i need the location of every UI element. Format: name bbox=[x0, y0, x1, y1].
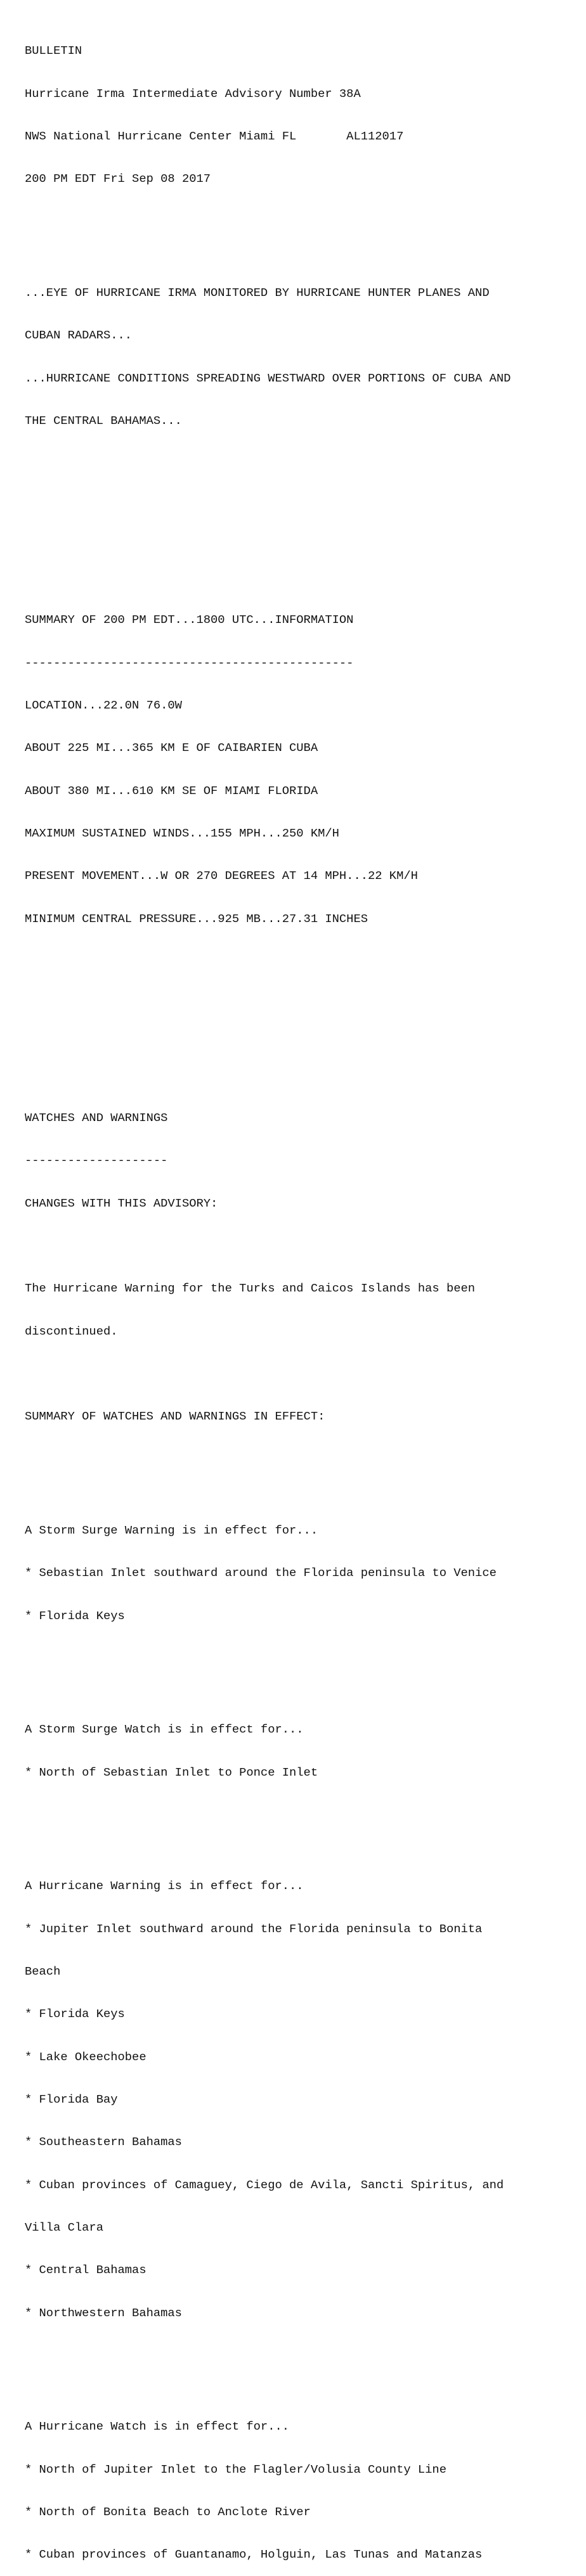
list-item: * Northwestern Bahamas bbox=[25, 2305, 182, 2320]
central-pressure: MINIMUM CENTRAL PRESSURE...925 MB...27.31 INCHES bbox=[25, 911, 368, 926]
blank-line bbox=[25, 499, 583, 513]
storm-distance: ABOUT 380 MI...610 KM SE OF MIAMI FLORIDA bbox=[25, 783, 318, 798]
list-item: * Sebastian Inlet southward around the Florida peninsula to Venice bbox=[25, 1566, 497, 1580]
list-item: * North of Bonita Beach to Anclote River bbox=[25, 2504, 311, 2519]
advisory-bulletin bbox=[25, 1, 583, 2576]
watches-rule: -------------------- bbox=[25, 1153, 168, 1168]
storm-location: LOCATION...22.0N 76.0W bbox=[25, 698, 182, 712]
list-item: * North of Sebastian Inlet to Ponce Inlet bbox=[25, 1765, 318, 1779]
summary-rule: ---------------------------------------------- bbox=[25, 655, 354, 670]
storm-surge-watch-intro: A Storm Surge Watch is in effect for... bbox=[25, 1722, 304, 1737]
changes-heading: CHANGES WITH THIS ADVISORY: bbox=[25, 1196, 218, 1210]
watches-heading: WATCHES AND WARNINGS bbox=[25, 1110, 168, 1125]
headline-line: ...HURRICANE CONDITIONS SPREADING WESTWARD OVER PORTIONS OF CUBA AND bbox=[25, 371, 511, 385]
hurricane-warning-intro: A Hurricane Warning is in effect for... bbox=[25, 1879, 304, 1894]
storm-distance: ABOUT 225 MI...365 KM E OF CAIBARIEN CUBA bbox=[25, 741, 318, 755]
list-item: * Lake Okeechobee bbox=[25, 2049, 146, 2064]
blank-line bbox=[25, 1651, 583, 1665]
bulletin-type: BULLETIN bbox=[25, 44, 82, 58]
blank-line bbox=[25, 1040, 583, 1054]
blank-line bbox=[25, 1239, 583, 1253]
headline-line: CUBAN RADARS... bbox=[25, 328, 133, 343]
list-item: * North of Jupiter Inlet to the Flagler/Volusia County Line bbox=[25, 2462, 446, 2477]
blank-line bbox=[25, 954, 583, 968]
storm-movement: PRESENT MOVEMENT...W OR 270 DEGREES AT 14 MPH...22 KM/H bbox=[25, 869, 418, 883]
headline-line: THE CENTRAL BAHAMAS... bbox=[25, 414, 182, 428]
issue-time: 200 PM EDT Fri Sep 08 2017 bbox=[25, 172, 211, 186]
blank-line bbox=[25, 1808, 583, 1822]
blank-line bbox=[25, 2349, 583, 2362]
blank-line bbox=[25, 215, 583, 229]
watches-summary-heading: SUMMARY OF WATCHES AND WARNINGS IN EFFECT: bbox=[25, 1409, 325, 1424]
list-item: * Southeastern Bahamas bbox=[25, 2135, 182, 2150]
changes-text: discontinued. bbox=[25, 1324, 118, 1338]
max-winds: MAXIMUM SUSTAINED WINDS...155 MPH...250 KM/H bbox=[25, 826, 339, 841]
blank-line bbox=[25, 1452, 583, 1466]
blank-line bbox=[25, 542, 583, 556]
list-item: * Florida Keys bbox=[25, 2007, 125, 2022]
blank-line bbox=[25, 456, 583, 470]
list-item: * Jupiter Inlet southward around the Florida peninsula to Bonita bbox=[25, 1921, 483, 1936]
storm-surge-warning-intro: A Storm Surge Warning is in effect for... bbox=[25, 1523, 318, 1537]
changes-text: The Hurricane Warning for the Turks and Caicos Islands has been bbox=[25, 1281, 476, 1296]
hurricane-watch-intro: A Hurricane Watch is in effect for... bbox=[25, 2419, 290, 2434]
advisory-title: Hurricane Irma Intermediate Advisory Number 38A bbox=[25, 86, 361, 101]
list-item: * Florida Keys bbox=[25, 1608, 125, 1623]
list-item: Villa Clara bbox=[25, 2220, 103, 2234]
list-item: * Cuban provinces of Guantanamo, Holguin, Las Tunas and Matanzas bbox=[25, 2547, 483, 2562]
list-item: * Cuban provinces of Camaguey, Ciego de Avila, Sancti Spiritus, and bbox=[25, 2177, 504, 2192]
list-item: Beach bbox=[25, 1964, 61, 1978]
list-item: * Central Bahamas bbox=[25, 2263, 146, 2278]
headline-line: ...EYE OF HURRICANE IRMA MONITORED BY HURRICANE HUNTER PLANES AND bbox=[25, 285, 490, 300]
list-item: * Florida Bay bbox=[25, 2092, 118, 2106]
summary-heading: SUMMARY OF 200 PM EDT...1800 UTC...INFORMATION bbox=[25, 613, 354, 627]
blank-line bbox=[25, 1367, 583, 1381]
issuing-office: NWS National Hurricane Center Miami FL AL112017 bbox=[25, 129, 404, 144]
blank-line bbox=[25, 997, 583, 1011]
